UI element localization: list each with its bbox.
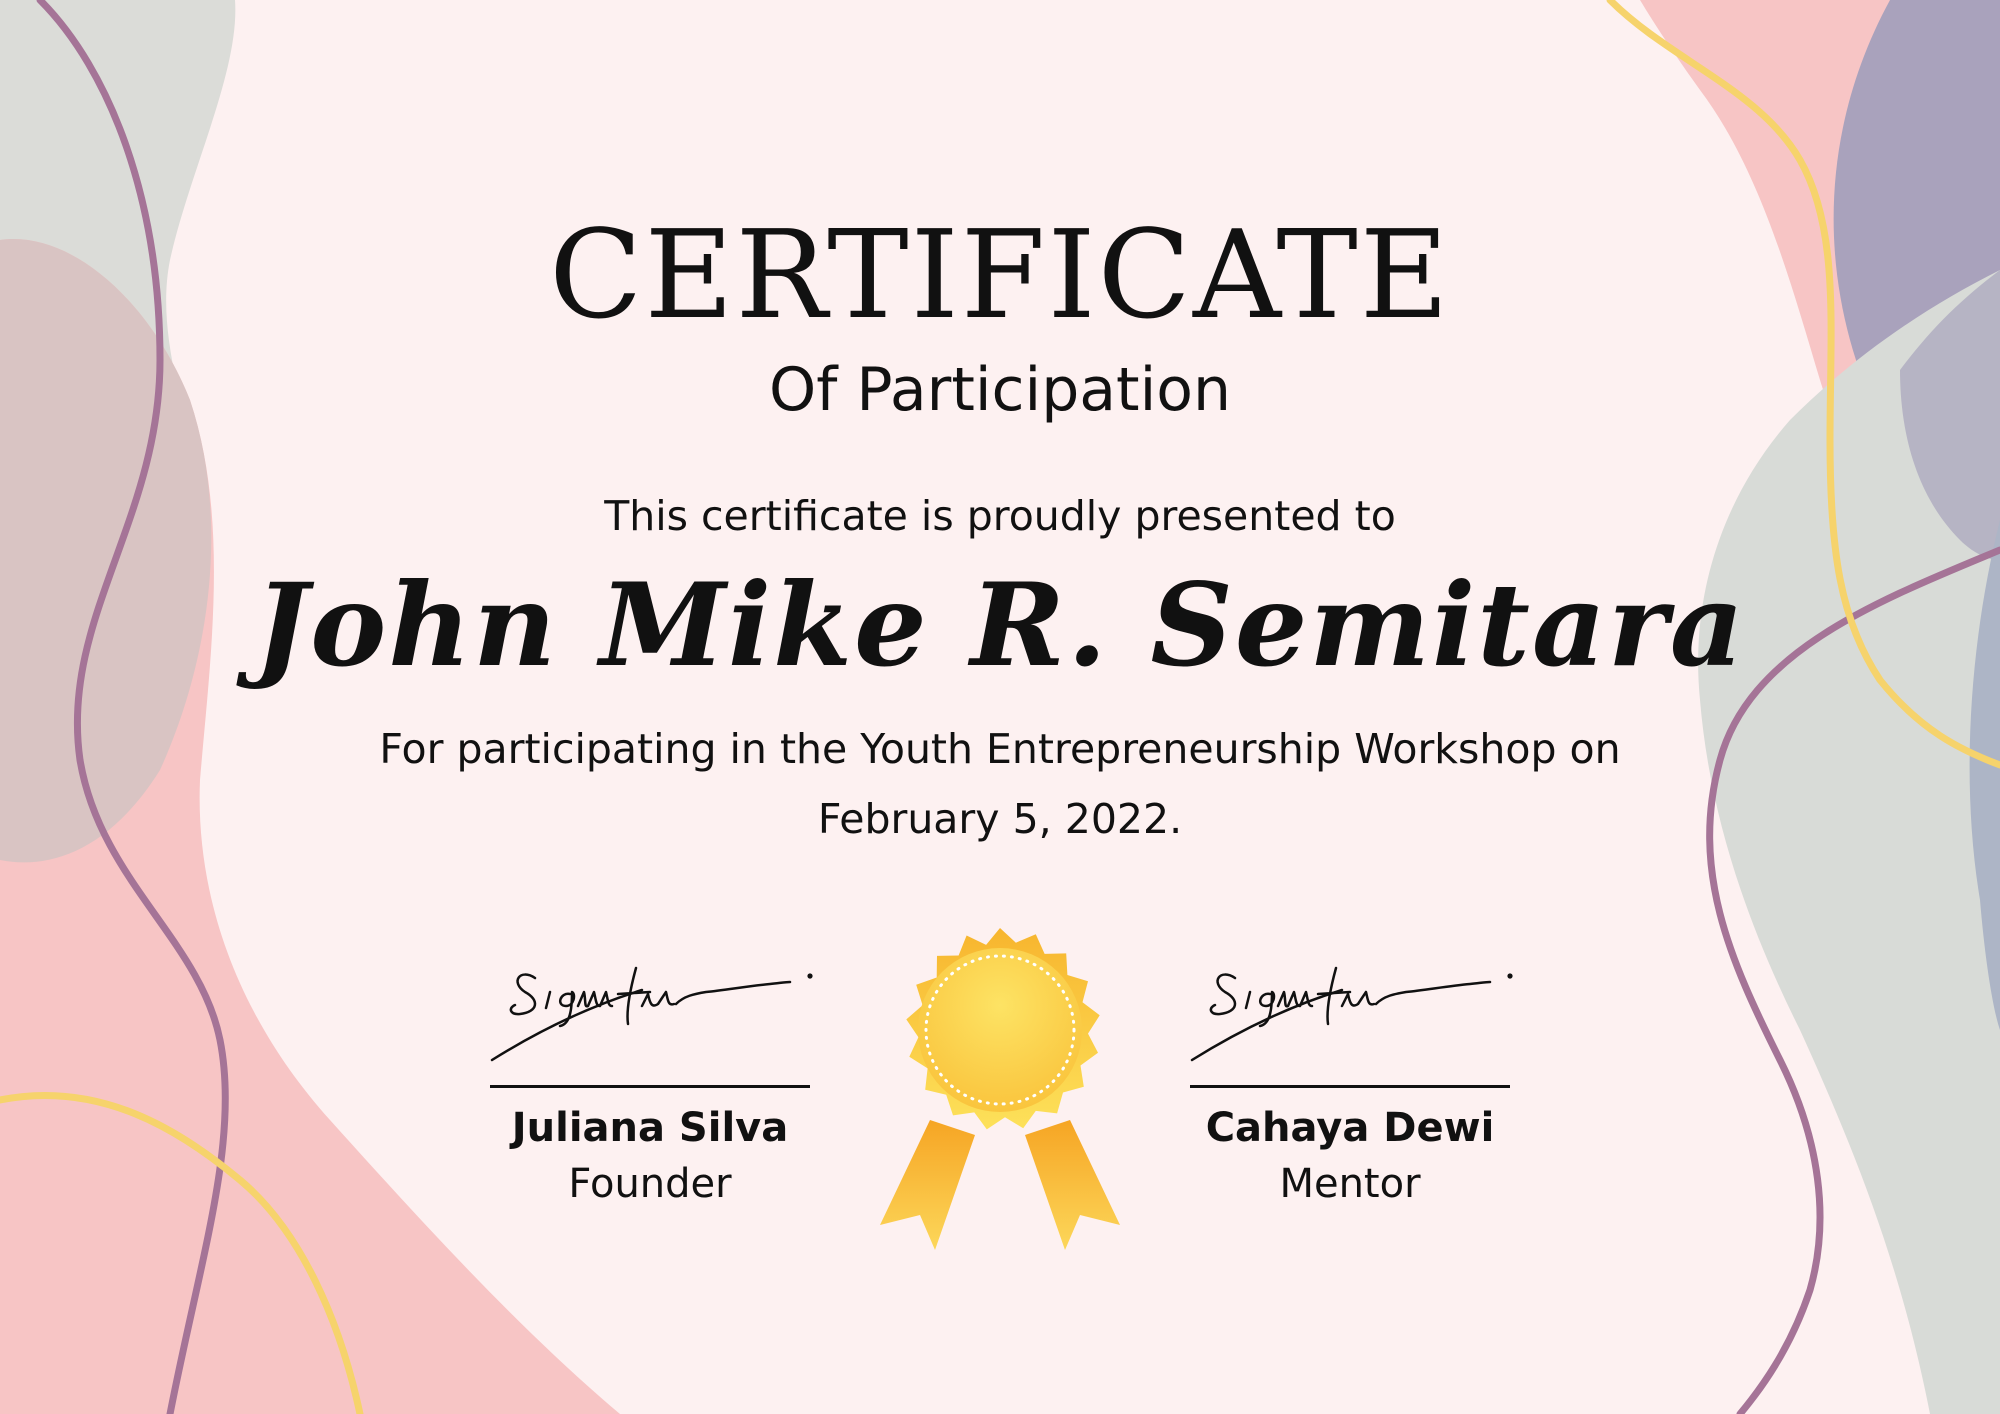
ribbon-right [1025,1120,1120,1250]
signatory-block-founder [480,920,820,1212]
signatory-name: Cahaya Dewi [1205,1105,1495,1151]
signature-line [490,1085,810,1088]
participation-description: For participating in the Youth Entrepreneurship Workshop on February 5, 2022. [379,725,1621,843]
presented-to-text: This certificate is proudly presented to [604,492,1396,540]
seal-inner-disc [918,948,1082,1112]
certificate-subtitle: Of Participation [769,355,1231,425]
signature-line [1190,1085,1510,1088]
award-seal-icon [860,920,1140,1260]
signature-scribble [1180,920,1520,1070]
signature-scribble [480,920,820,1070]
ribbon-left [880,1120,975,1250]
signatory-role: Mentor [1279,1161,1421,1207]
certificate-title: CERTIFICATE [549,204,1451,346]
signatory-name: Juliana Silva [511,1105,789,1151]
recipient-name: John Mike R. Semitara [254,558,1746,692]
signatory-role: Founder [568,1161,732,1207]
signatory-block-mentor [1180,920,1520,1212]
